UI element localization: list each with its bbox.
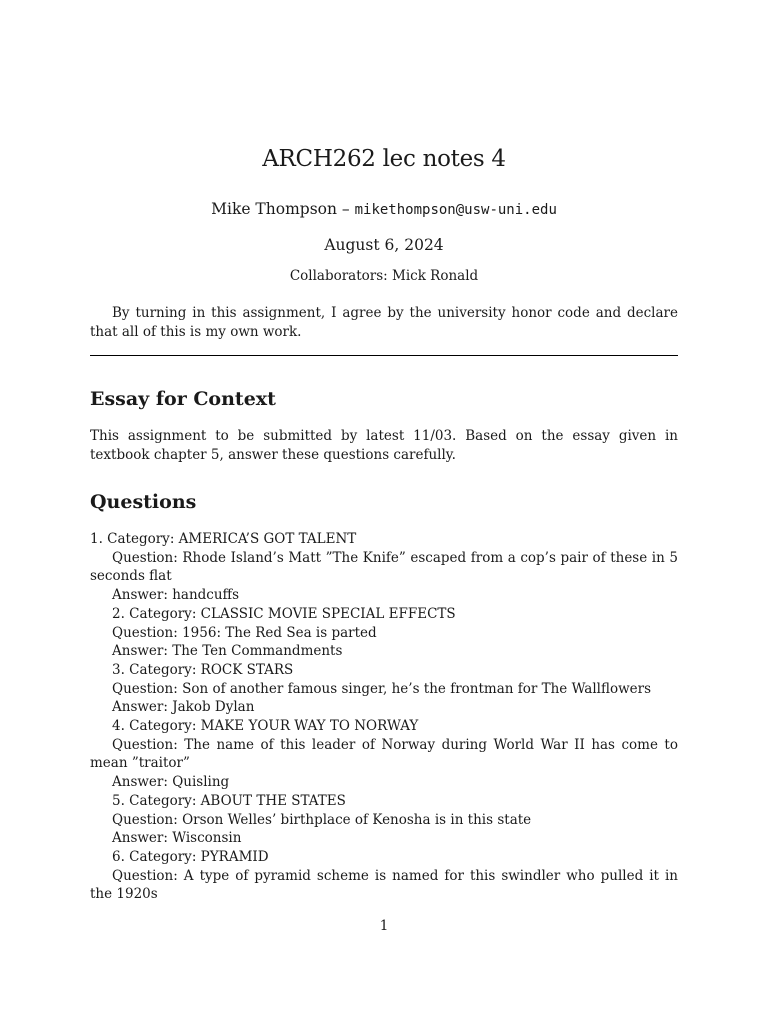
horizontal-rule [90,355,678,356]
question-line: Question: The name of this leader of Norway during World War II has come to mean ”traitor” [90,736,678,772]
question-line: 4. Category: MAKE YOUR WAY TO NORWAY [112,718,419,735]
question-line: Answer: The Ten Commandments [112,643,343,660]
author-line [0,200,768,218]
question-line: Answer: Wisconsin [112,830,242,847]
author-separator: – [336,200,355,218]
question-line: Question: Son of another famous singer, he’s the frontman for The Wallflowers [112,680,652,697]
question-line: 3. Category: ROCK STARS [112,661,294,678]
question-line: Question: 1956: The Red Sea is parted [112,624,377,641]
question-line: Answer: Quisling [112,774,230,791]
question-line: 2. Category: CLASSIC MOVIE SPECIAL EFFECTS [112,605,456,622]
question-line: Answer: handcuffs [112,587,240,604]
questions-list [90,530,678,904]
document-title: ARCH262 lec notes 4 [262,146,506,172]
document-date: August 6, 2024 [324,236,444,254]
page-number: 1 [379,918,389,934]
author-email: mikethompson@usw-uni.edu [354,202,557,218]
question-line: 5. Category: ABOUT THE STATES [112,792,346,809]
essay-paragraph: This assignment to be submitted by latest 11/03. Based on the essay given in textbook chapter 5, answer these questions carefully. [90,428,678,463]
section-heading-essay: Essay for Context [90,388,276,410]
question-line: 6. Category: PYRAMID [112,848,269,865]
honor-pledge: By turning in this assignment, I agree by the university honor code and declare that all of this is my own work. [90,305,678,340]
question-line: Answer: Jakob Dylan [112,699,255,716]
question-line: Question: A type of pyramid scheme is named for this swindler who pulled it in the 1920s [90,867,678,903]
collaborators: Collaborators: Mick Ronald [289,268,479,284]
question-line: 1. Category: AMERICA’S GOT TALENT [90,531,357,547]
question-line: Question: Orson Welles’ birthplace of Kenosha is in this state [112,811,532,828]
section-heading-questions: Questions [90,491,197,513]
question-line: Question: Rhode Island’s Matt ”The Knife” escaped from a cop’s pair of these in 5 seconds flat [90,549,678,585]
author-name: Mike Thompson [211,200,337,218]
